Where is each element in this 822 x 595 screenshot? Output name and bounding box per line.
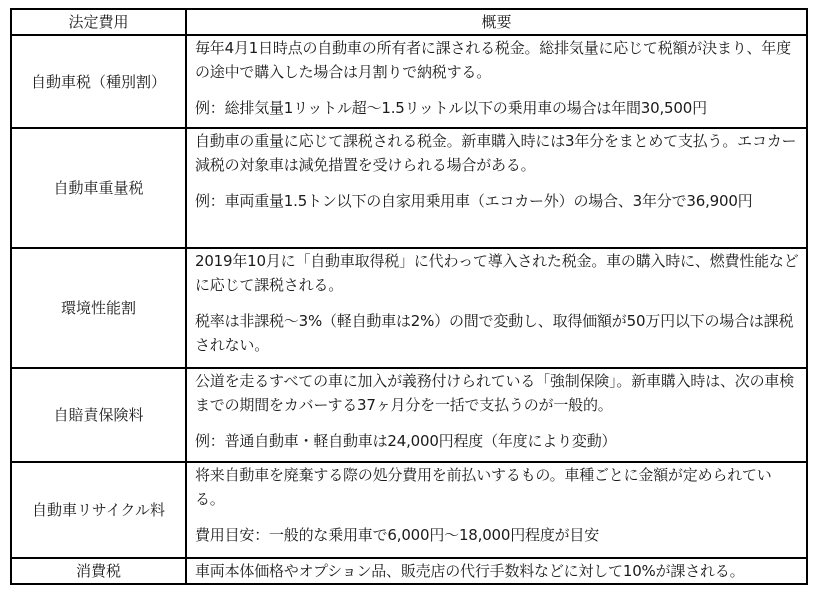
- table-header-row: [11, 9, 807, 35]
- table-row-recycling-fee: [11, 462, 807, 558]
- row-description: 毎年4月1日時点の自動車の所有者に課される税金。総排気量に応じて税額が決まり、年度の途中で購入した場合は月割りで納税する。: [195, 39, 791, 81]
- table-row-automobile-tax: [11, 35, 807, 128]
- paragraph-gap: [195, 417, 800, 429]
- row-label: 自賠責保険料: [11, 368, 186, 462]
- row-description: 将来自動車を廃棄する際の処分費用を前払いするもの。車種ごとに金額が定められている。: [195, 466, 772, 508]
- row-example: 例：普通自動車・軽自動車は24,000円程度（年度により変動）: [195, 432, 617, 450]
- paragraph-gap: [195, 177, 800, 189]
- row-description: 2019年10月に「自動車取得税」に代わって導入された税金。車の購入時に、燃費性能などに応じて課税される。: [195, 252, 799, 294]
- row-label: 自動車税（種別割）: [11, 35, 186, 128]
- row-description-cell: [186, 462, 807, 558]
- table-row-consumption-tax: [11, 558, 807, 584]
- row-description-cell: [186, 368, 807, 462]
- row-example: 例：総排気量1リットル超～1.5リットル以下の乗用車の場合は年間30,500円: [195, 99, 707, 117]
- table-row-weight-tax: [11, 128, 807, 248]
- row-description-cell: [186, 558, 807, 584]
- row-label: 自動車重量税: [11, 128, 186, 248]
- row-description: 公道を走るすべての車に加入が義務付けられている「強制保険」。新車購入時は、次の車検までの期間をカバーする37ヶ月分を一括で支払うのが一般的。: [195, 372, 795, 414]
- row-description-cell: [186, 248, 807, 368]
- header-overview: 概要: [186, 9, 807, 35]
- row-description: 自動車の重量に応じて課税される税金。新車購入時には3年分をまとめて支払う。エコカー減税の対象車は減免措置を受けられる場合がある。: [195, 132, 797, 174]
- row-label: 消費税: [11, 558, 186, 584]
- paragraph-gap: [195, 84, 800, 96]
- row-example: 税率は非課税～3%（軽自動車は2%）の間で変動し、取得価額が50万円以下の場合は課税されない。: [195, 312, 794, 354]
- row-label: 環境性能割: [11, 248, 186, 368]
- table-row-environmental-performance: [11, 248, 807, 368]
- row-example: 費用目安：一般的な乗用車で6,000円～18,000円程度が目安: [195, 526, 600, 544]
- legal-costs-table: [10, 8, 808, 585]
- row-label: 自動車リサイクル料: [11, 462, 186, 558]
- header-legal-cost: 法定費用: [11, 9, 186, 35]
- row-description: 車両本体価格やオプション品、販売店の代行手数料などに対して10%が課される。: [195, 562, 745, 580]
- row-description-cell: [186, 35, 807, 128]
- table-row-compulsory-insurance: [11, 368, 807, 462]
- row-example: 例：車両重量1.5トン以下の自家用乗用車（エコカー外）の場合、3年分で36,900円: [195, 192, 753, 210]
- row-description-cell: [186, 128, 807, 248]
- paragraph-gap: [195, 297, 800, 309]
- paragraph-gap: [195, 511, 800, 523]
